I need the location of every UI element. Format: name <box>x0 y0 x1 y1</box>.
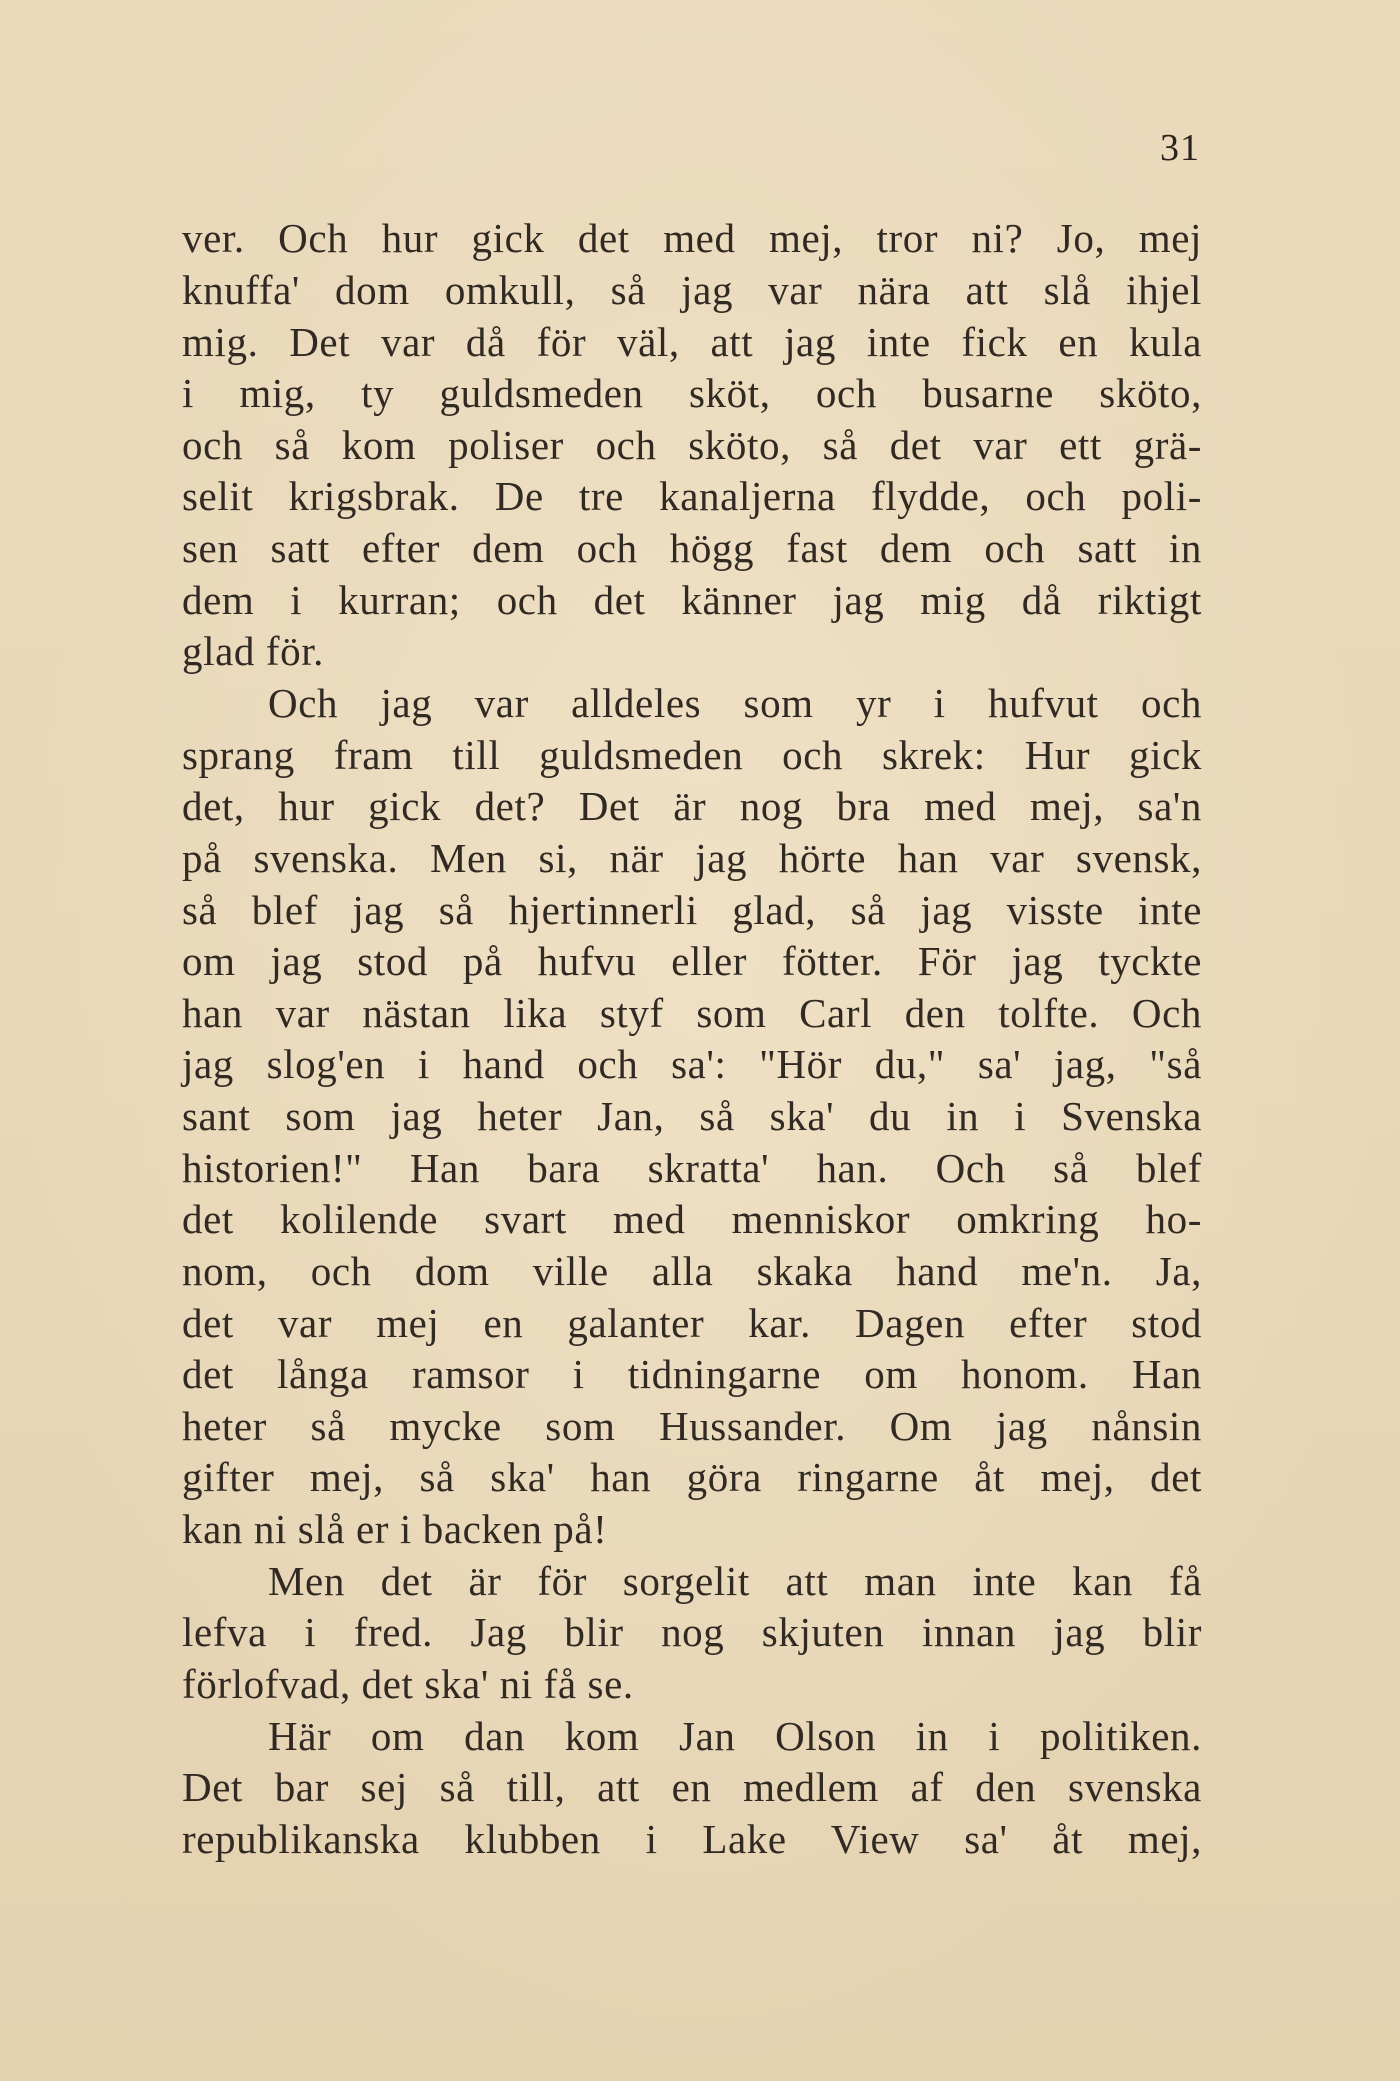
text-line: det kolilende svart med menniskor omkring ho- <box>182 1196 1202 1242</box>
text-line: kan ni slå er i backen på! <box>182 1506 608 1552</box>
text-line: selit krigsbrak. De tre kanaljerna flydde, och poli- <box>182 473 1202 519</box>
text-line: och så kom poliser och sköto, så det var ett grä- <box>182 422 1202 468</box>
text-line: historien!" Han bara skratta' han. Och så blef <box>182 1145 1202 1191</box>
text-line: förlofvad, det ska' ni få se. <box>182 1661 634 1707</box>
text-line: Och jag var alldeles som yr i hufvut och <box>268 680 1202 726</box>
text-line: dem i kurran; och det känner jag mig då riktigt <box>182 577 1202 623</box>
text-line: republikanska klubben i Lake View sa' åt mej, <box>182 1816 1202 1862</box>
text-line: lefva i fred. Jag blir nog skjuten innan jag blir <box>182 1609 1202 1655</box>
text-line: heter så mycke som Hussander. Om jag nånsin <box>182 1403 1202 1449</box>
text-line: det, hur gick det? Det är nog bra med mej, sa'n <box>182 783 1202 829</box>
text-line: mig. Det var då för väl, att jag inte fick en kula <box>182 319 1202 365</box>
text-line: Det bar sej så till, att en medlem af den svenska <box>182 1764 1202 1810</box>
page-number: 31 <box>1160 127 1200 169</box>
text-line: sant som jag heter Jan, så ska' du in i Svenska <box>182 1093 1202 1139</box>
text-line: gifter mej, så ska' han göra ringarne åt mej, det <box>182 1454 1202 1500</box>
text-line: det var mej en galanter kar. Dagen efter stod <box>182 1300 1202 1346</box>
text-line: i mig, ty guldsmeden sköt, och busarne sköto, <box>182 370 1202 416</box>
text-line: på svenska. Men si, när jag hörte han var svensk, <box>182 835 1202 881</box>
text-line: han var nästan lika styf som Carl den tolfte. Och <box>182 990 1202 1036</box>
text-line: det långa ramsor i tidningarne om honom. Han <box>182 1351 1202 1397</box>
text-line: glad för. <box>182 628 325 674</box>
text-line: ver. Och hur gick det med mej, tror ni? Jo, mej <box>182 215 1202 261</box>
text-line: jag slog'en i hand och sa': "Hör du," sa' jag, "så <box>182 1041 1202 1087</box>
text-line: sen satt efter dem och högg fast dem och satt in <box>182 525 1202 571</box>
text-line: nom, och dom ville alla skaka hand me'n. Ja, <box>182 1248 1202 1294</box>
text-line: Här om dan kom Jan Olson in i politiken. <box>268 1713 1202 1759</box>
text-line: så blef jag så hjertinnerli glad, så jag visste inte <box>182 887 1202 933</box>
text-line: sprang fram till guldsmeden och skrek: Hur gick <box>182 732 1202 778</box>
text-line: om jag stod på hufvu eller fötter. För jag tyckte <box>182 938 1202 984</box>
text-line: Men det är för sorgelit att man inte kan få <box>268 1558 1202 1604</box>
text-line: knuffa' dom omkull, så jag var nära att slå ihjel <box>182 267 1202 313</box>
